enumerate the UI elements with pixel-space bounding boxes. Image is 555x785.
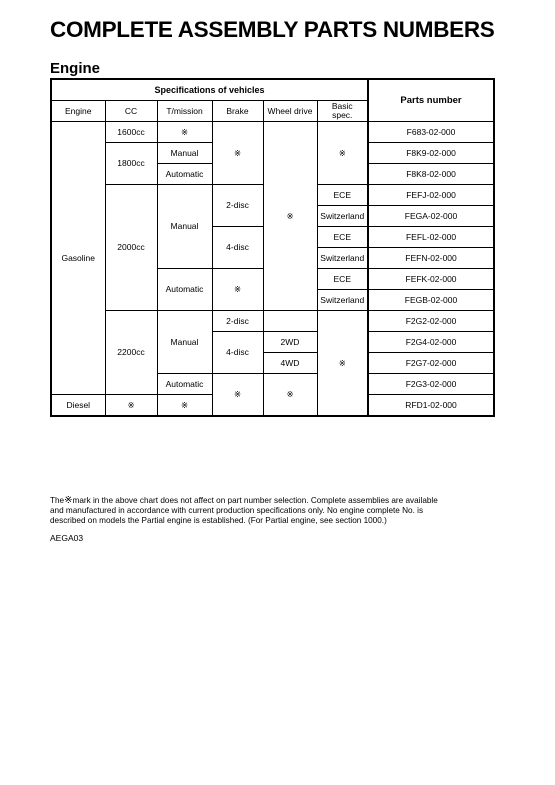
part-number-cell: F8K9-02-000 bbox=[368, 143, 494, 164]
part-number-cell: F2G4-02-000 bbox=[368, 332, 494, 353]
footnote-line-1: mark in the above chart does not affect on part number selection. Complete assemblies are available bbox=[72, 496, 438, 505]
section-heading: Engine bbox=[50, 60, 101, 77]
part-number-cell: FEFL-02-000 bbox=[368, 227, 494, 248]
col-header-transmission: T/mission bbox=[157, 101, 212, 122]
brake-cell: ※ bbox=[212, 374, 263, 417]
wheel-drive-cell: 2WD bbox=[263, 332, 317, 353]
table-row bbox=[51, 311, 494, 332]
col-header-engine: Engine bbox=[51, 101, 105, 122]
parts-number-header: Parts number bbox=[368, 79, 494, 122]
document-code: AEGA03 bbox=[50, 533, 84, 543]
transmission-cell: Manual bbox=[157, 311, 212, 374]
parts-table bbox=[50, 78, 495, 417]
engine-cell: Diesel bbox=[51, 395, 105, 417]
engine-cell: Gasoline bbox=[51, 122, 105, 395]
basic-spec-cell: ※ bbox=[317, 122, 368, 185]
transmission-cell: Automatic bbox=[157, 374, 212, 395]
basic-spec-cell: Switzerland bbox=[317, 206, 368, 227]
footnote-prefix: The bbox=[50, 496, 65, 505]
brake-cell: ※ bbox=[212, 269, 263, 311]
col-header-wheel-drive: Wheel drive bbox=[263, 101, 317, 122]
wheel-drive-cell: ※ bbox=[263, 374, 317, 417]
brake-cell: 4-disc bbox=[212, 227, 263, 269]
footnote-line-2: and manufactured in accordance with current production specifications only. No engine complete No. is bbox=[50, 506, 424, 515]
part-number-cell: F2G3-02-000 bbox=[368, 374, 494, 395]
basic-spec-cell: ECE bbox=[317, 185, 368, 206]
part-number-cell: FEFJ-02-000 bbox=[368, 185, 494, 206]
part-number-cell: FEFN-02-000 bbox=[368, 248, 494, 269]
cc-cell: ※ bbox=[105, 395, 157, 417]
transmission-cell: Automatic bbox=[157, 164, 212, 185]
spec-header: Specifications of vehicles bbox=[51, 79, 368, 101]
transmission-cell: Automatic bbox=[157, 269, 212, 311]
transmission-cell: Manual bbox=[157, 185, 212, 269]
page-title: COMPLETE ASSEMBLY PARTS NUMBERS bbox=[50, 17, 495, 42]
brake-cell: 4-disc bbox=[212, 332, 263, 374]
wheel-drive-cell: 4WD bbox=[263, 353, 317, 374]
wheel-drive-cell bbox=[263, 311, 317, 332]
brake-cell: ※ bbox=[212, 122, 263, 185]
cc-cell: 1800cc bbox=[105, 143, 157, 185]
wheel-drive-cell: ※ bbox=[263, 122, 317, 311]
part-number-cell: FEFK-02-000 bbox=[368, 269, 494, 290]
part-number-cell: F683-02-000 bbox=[368, 122, 494, 143]
basic-spec-cell: ※ bbox=[317, 311, 368, 417]
col-header-brake: Brake bbox=[212, 101, 263, 122]
col-header-cc: CC bbox=[105, 101, 157, 122]
cc-cell: 2000cc bbox=[105, 185, 157, 311]
transmission-cell: Manual bbox=[157, 143, 212, 164]
brake-cell: 2-disc bbox=[212, 185, 263, 227]
transmission-cell: ※ bbox=[157, 122, 212, 143]
basic-spec-cell: Switzerland bbox=[317, 248, 368, 269]
part-number-cell: RFD1-02-000 bbox=[368, 395, 494, 417]
footnote bbox=[50, 496, 510, 526]
table-row bbox=[51, 122, 494, 143]
col-header-basic-spec: Basic spec. bbox=[317, 101, 368, 122]
part-number-cell: F2G2-02-000 bbox=[368, 311, 494, 332]
part-number-cell: FEGB-02-000 bbox=[368, 290, 494, 311]
part-number-cell: F2G7-02-000 bbox=[368, 353, 494, 374]
brake-cell: 2-disc bbox=[212, 311, 263, 332]
part-number-cell: F8K8-02-000 bbox=[368, 164, 494, 185]
footnote-line-3: described on models the Partial engine is established. (For Partial engine, see section 1000.) bbox=[50, 516, 387, 525]
cc-cell: 1600cc bbox=[105, 122, 157, 143]
cc-cell: 2200cc bbox=[105, 311, 157, 395]
basic-spec-cell: Switzerland bbox=[317, 290, 368, 311]
basic-spec-cell: ECE bbox=[317, 269, 368, 290]
part-number-cell: FEGA-02-000 bbox=[368, 206, 494, 227]
basic-spec-cell: ECE bbox=[317, 227, 368, 248]
transmission-cell: ※ bbox=[157, 395, 212, 417]
reference-mark-icon: ※ bbox=[64, 495, 73, 506]
